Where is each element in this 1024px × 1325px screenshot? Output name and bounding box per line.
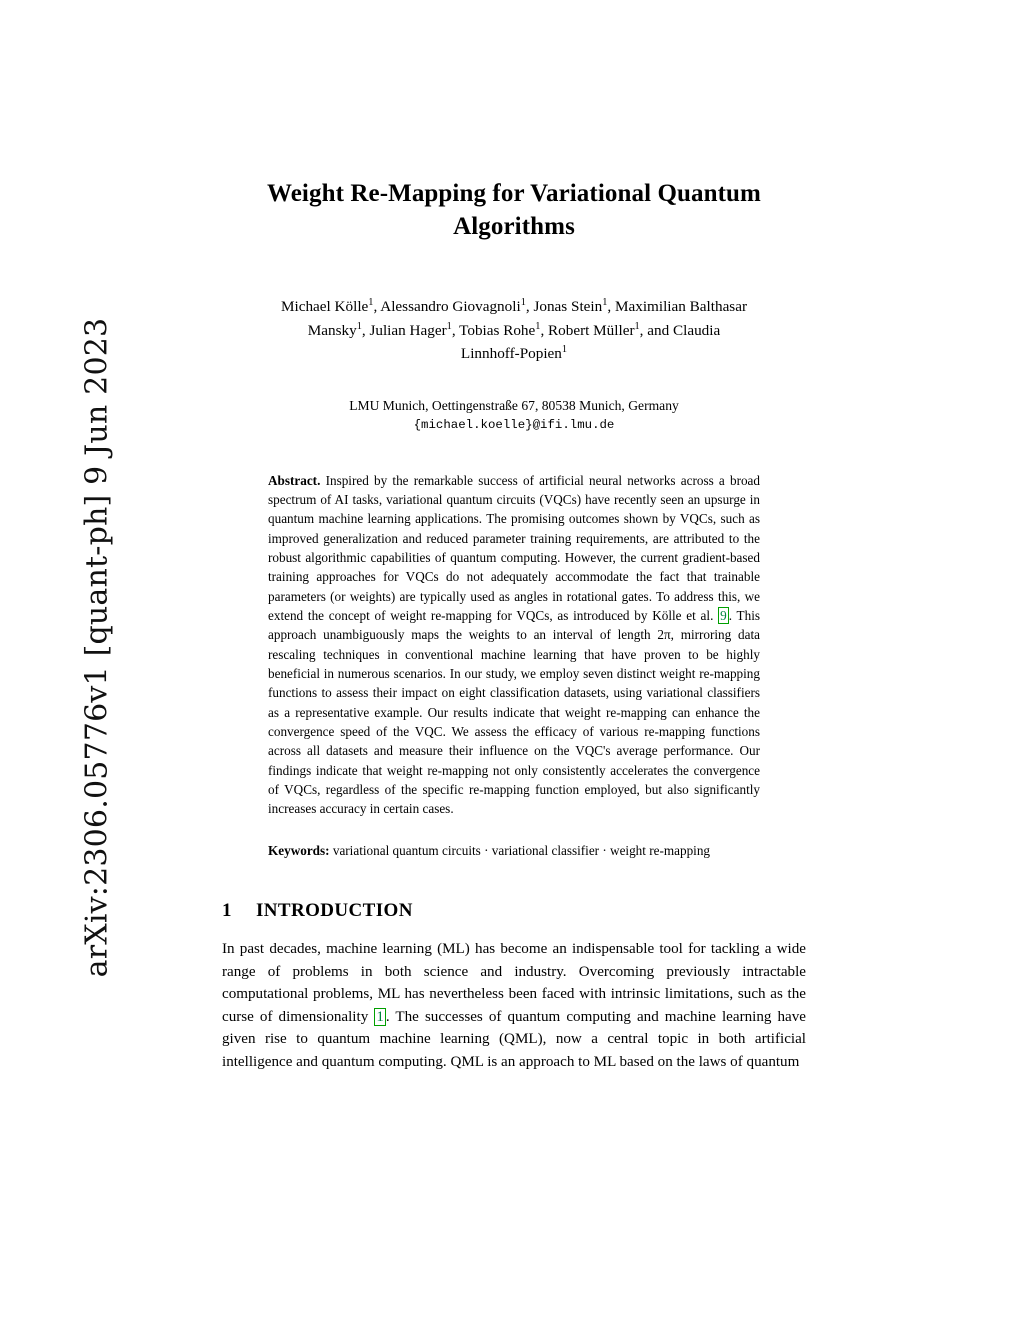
author-line-3: Linnhoff-Popien$^1$ — [460, 344, 568, 363]
affiliation-address: LMU Munich, Oettingenstraße 67, 80538 Munich, Germany — [349, 397, 679, 413]
citation-link-1[interactable]: 1 — [376, 1008, 384, 1025]
abstract-label: Abstract. — [268, 472, 321, 488]
keywords — [268, 841, 760, 860]
introduction-paragraph — [222, 938, 806, 1074]
keywords-label: Keywords: — [268, 842, 330, 858]
keywords-text: variational quantum circuits · variational classifier · weight re-mapping — [332, 842, 711, 858]
arxiv-identifier-stamp: arXiv:2306.05776v1 [quant-ph] 9 Jun 2023 — [79, 317, 115, 978]
citation-link-9[interactable]: 9 — [720, 607, 727, 623]
intro-text-part-2: . The successes of quantum computing and machine learning have given rise to quantum machine learning (QML), now a central topic in both artificial intelligence and quantum computing. QML is an approach to ML based on the laws of quantum — [222, 1008, 806, 1071]
paper-title: Weight Re-Mapping for Variational Quantum Algorithms — [267, 180, 761, 240]
abstract-text-part-1: Inspired by the remarkable success of artificial neural networks across a broad spectrum of AI tasks, variational quantum circuits (VQCs) have recently seen an upsurge in quantum machine learning applications. The promising outcomes shown by VQCs, such as improved generalization and reduced parameter training requirements, are attributed to the robust algorithmic capabilities of quantum computing. However, the current gradient-based training approaches for VQCs do not adequately accommodate the fact that trainable parameters (or weights) are typically used as angles in rotational gates. To address this, we extend the concept of weight re-mapping for VQCs, as introduced by Kölle et al. — [268, 472, 761, 623]
paper-page — [222, 0, 806, 1325]
author-line-2: Mansky$^1$, Julian Hager$^1$, Tobias Rohe$^1$, Robert Müller$^1$, and Claudia — [307, 320, 721, 339]
abstract-text-part-2: . This approach unambiguously maps the weights to an interval of length 2π, mirroring data rescaling techniques in conventional machine learning that have proven to be highly beneficial in numerous scenarios. In our study, we employ seven distinct weight re-mapping functions to assess their impact on eight classification datasets, using variational classifiers as a representative example. Our results indicate that weight re-mapping can enhance the convergence speed of the VQC. We assess the efficacy of various re-mapping functions across all datasets and measure their influence on the VQC's average performance. Our findings indicate that weight re-mapping not only consistently accelerates the convergence of VQCs, regardless of the specific re-mapping function employed, but also significantly increases accuracy in certain cases. — [268, 607, 760, 817]
section-heading-introduction — [222, 900, 806, 922]
section-title: INTRODUCTION — [256, 899, 413, 921]
affiliation-block — [222, 396, 806, 435]
intro-text-part-1: In past decades, machine learning (ML) has become an indispensable tool for tackling a wide range of problems in both science and industry. Overcoming previously intractable computational problems, ML has nevertheless been faced with intrinsic limitations, such as the curse of dimensionality — [222, 940, 806, 1025]
contact-email[interactable]: {michael.koelle}@ifi.lmu.de — [413, 418, 615, 433]
section-number: 1 — [222, 899, 232, 921]
abstract — [268, 471, 760, 819]
author-list — [222, 295, 806, 366]
author-line-1: Michael Kölle$^1$, Alessandro Giovagnoli$^1$, Jonas Stein$^1$, Maximilian Balthasar — [280, 296, 748, 315]
